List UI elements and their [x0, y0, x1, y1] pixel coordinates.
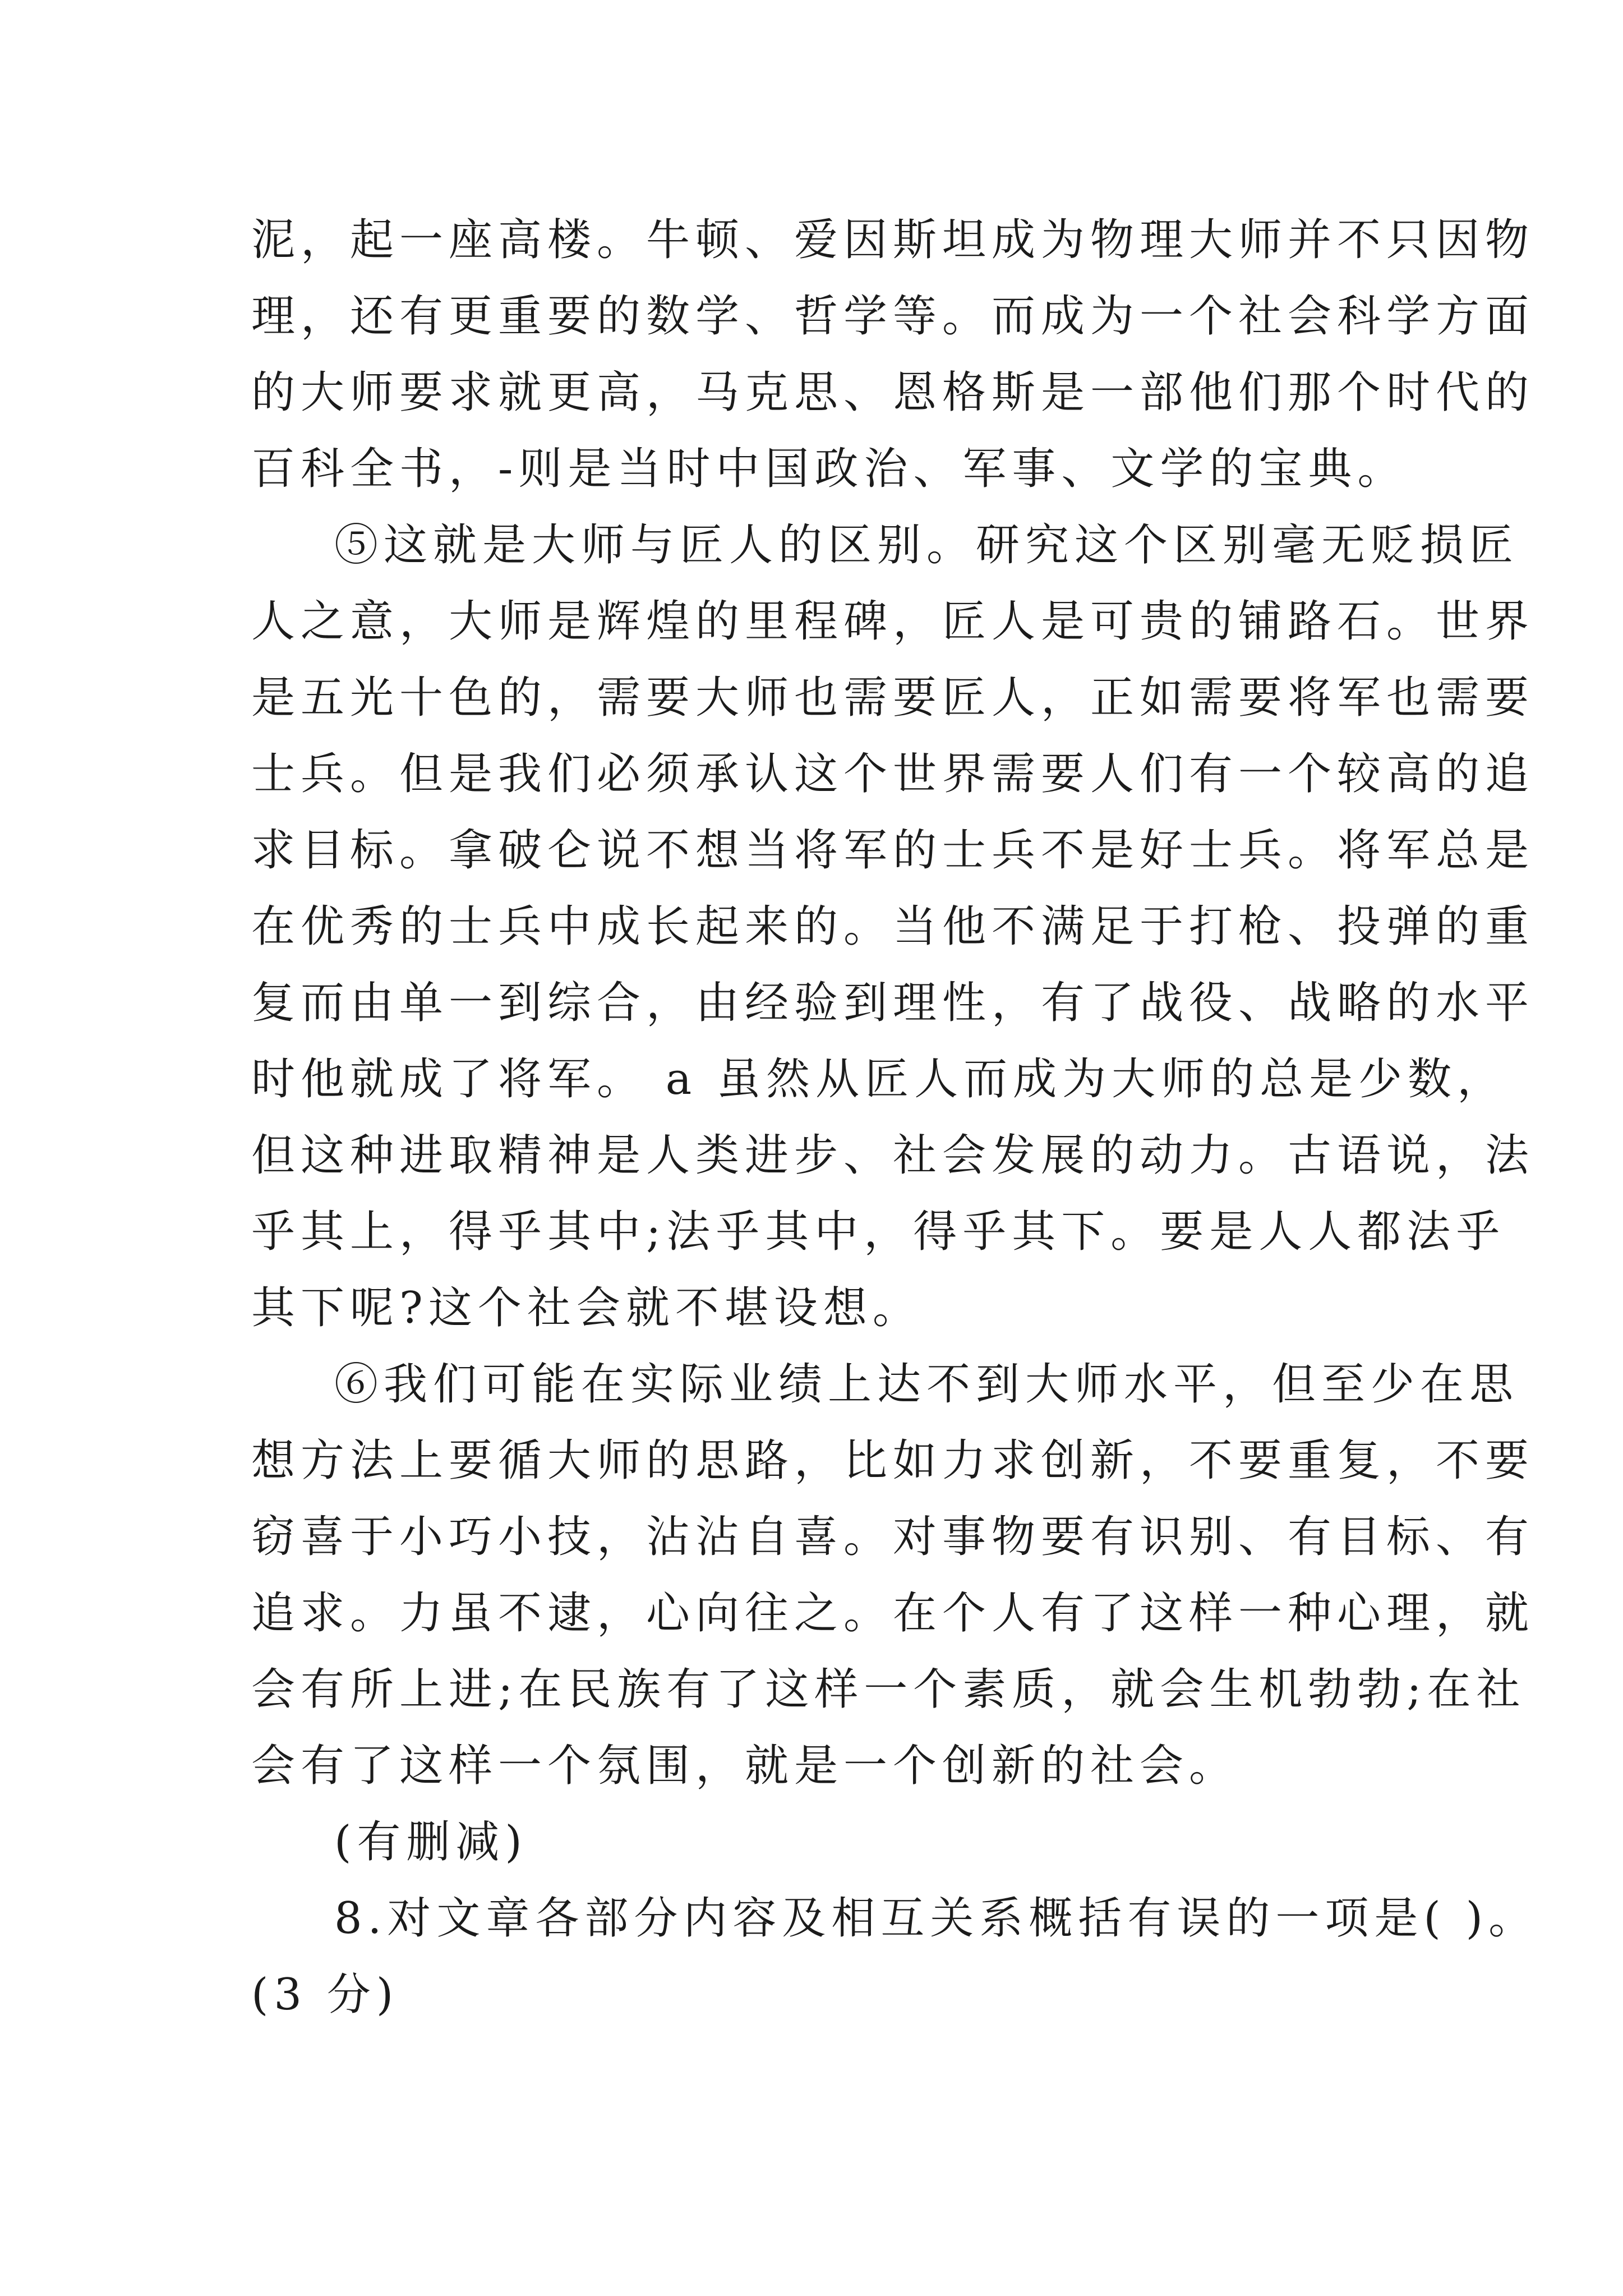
text-line: 的大师要求就更高，马克思、恩格斯是一部他们那个时代的 — [251, 367, 1535, 418]
text-line: 泥，起一座高楼。牛顿、爱因斯坦成为物理大师并不只因物 — [251, 215, 1535, 265]
text-line: 会有了这样一个氛围，就是一个创新的社会。 — [251, 1741, 1239, 1791]
text-line: 士兵。但是我们必须承认这个世界需要人们有一个较高的追 — [251, 749, 1535, 799]
text-line: 百科全书，-则是当时中国政治、军事、文学的宝典。 — [251, 444, 1407, 494]
text-line: 乎其上，得乎其中;法乎其中，得乎其下。要是人人都法乎 — [251, 1207, 1506, 1257]
text-line: 其下呢?这个社会就不堪设想。 — [251, 1283, 922, 1333]
question-8: 8.对文章各部分内容及相互关系概括有误的一项是( )。 — [334, 1893, 1538, 1944]
text-line: 追求。力虽不逮，心向往之。在个人有了这样一种心理，就 — [251, 1588, 1535, 1639]
paragraph-5-start: ⑤这就是大师与匠人的区别。研究这个区别毫无贬损匠 — [334, 520, 1519, 570]
text-line: 是五光十色的，需要大师也需要匠人，正如需要将军也需要 — [251, 673, 1535, 723]
paragraph-6-start: ⑥我们可能在实际业绩上达不到大师水平，但至少在思 — [334, 1359, 1519, 1410]
text-line: 理，还有更重要的数学、哲学等。而成为一个社会科学方面 — [251, 291, 1535, 342]
text-line: 在优秀的士兵中成长起来的。当他不满足于打枪、投弹的重 — [251, 901, 1535, 952]
text-line: 时他就成了将军。 a 虽然从匠人而成为大师的总是少数， — [251, 1054, 1507, 1105]
text-line: 复而由单一到综合，由经验到理性，有了战役、战略的水平 — [251, 978, 1535, 1028]
question-8-score: (3 分) — [251, 1970, 399, 2020]
text-line: 窃喜于小巧小技，沾沾自喜。对事物要有识别、有目标、有 — [251, 1512, 1535, 1562]
text-line: 会有所上进;在民族有了这样一个素质，就会生机勃勃;在社 — [251, 1664, 1526, 1715]
text-line: 想方法上要循大师的思路，比如力求创新，不要重复，不要 — [251, 1435, 1535, 1486]
text-line: 人之意，大师是辉煌的里程碑，匠人是可贵的铺路石。世界 — [251, 596, 1535, 647]
text-line: 求目标。拿破仑说不想当将军的士兵不是好士兵。将军总是 — [251, 825, 1535, 876]
text-line: 但这种进取精神是人类进步、社会发展的动力。古语说，法 — [251, 1130, 1535, 1181]
abridged-note: (有删减) — [334, 1817, 528, 1867]
